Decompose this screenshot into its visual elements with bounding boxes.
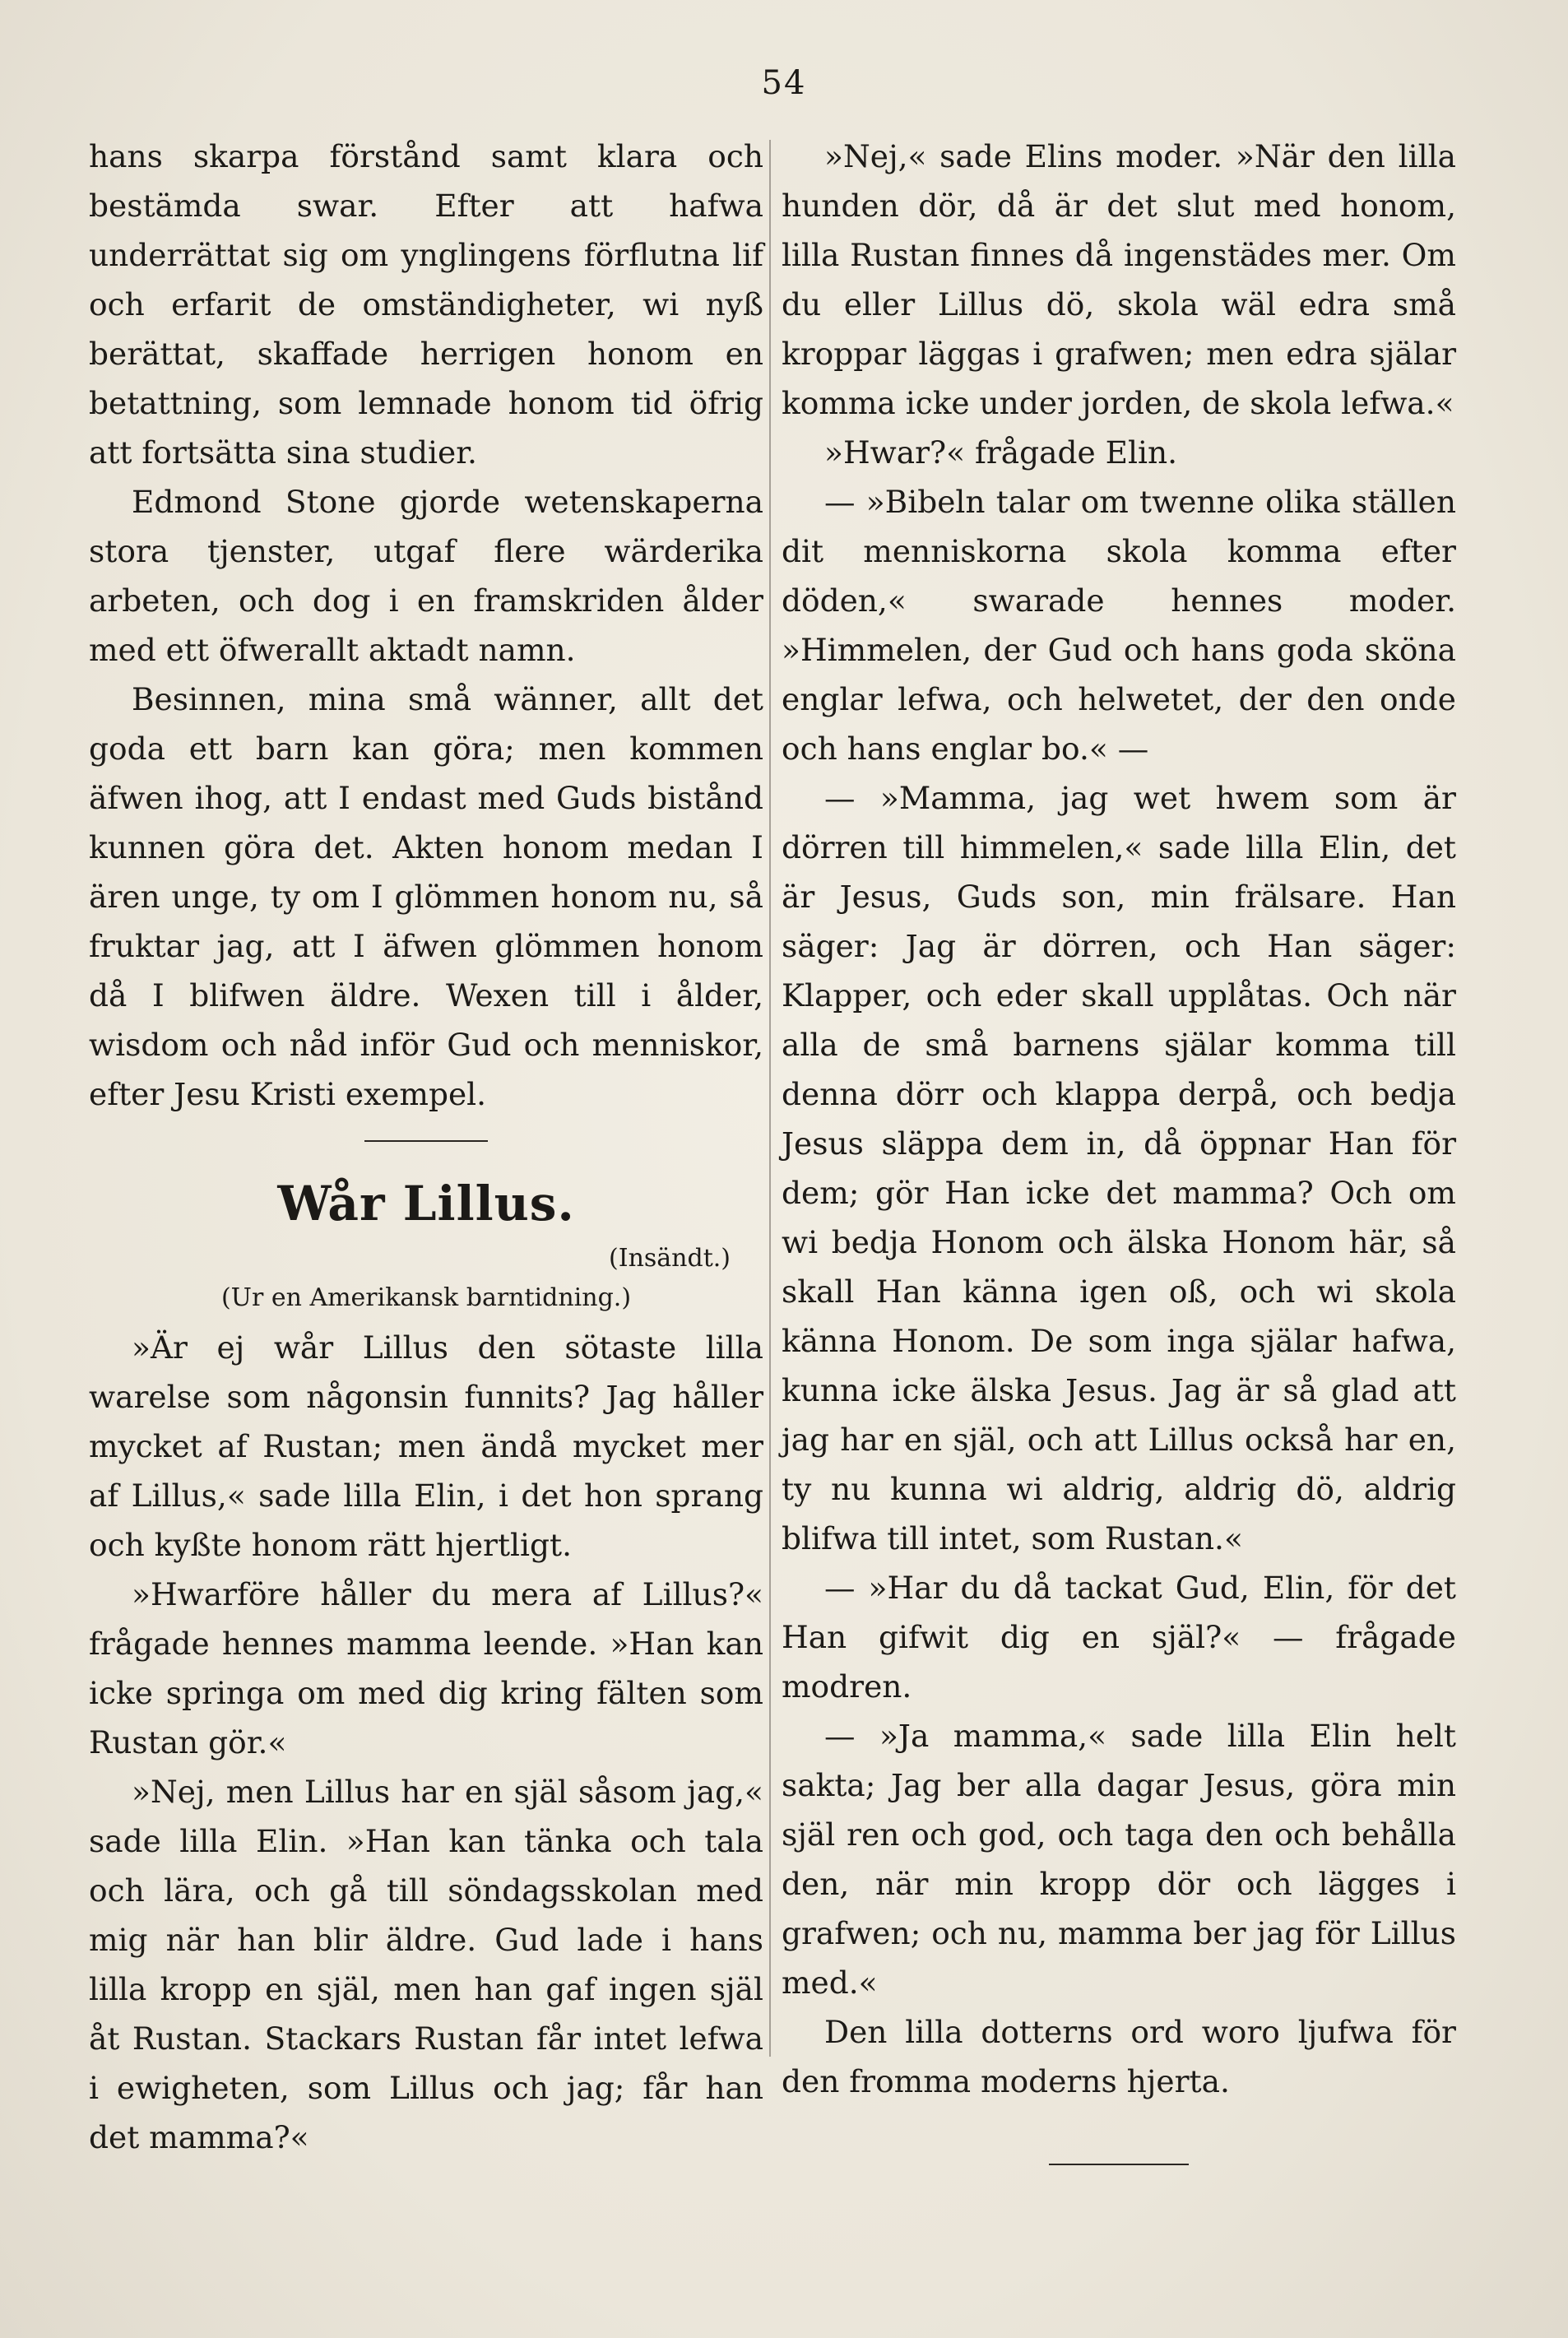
paragraph-elin-3: »Nej, men Lillus har en själ såsom jag,« sade lilla Elin. »Han kan tänka och tala och lära, och gå till söndagsskolan med mig när han blir äldre. Gud lade i hans lilla kropp en själ, men han gaf ingen själ åt Rustan. Stackars Rustan får intet lefwa i ewigheten, som Lillus och jag; får han det mamma?« <box>89 1774 763 2155</box>
left-column <box>89 132 763 2162</box>
paragraph-elin-1: »Är ej wår Lillus den sötaste lilla warelse som någonsin funnits? Jag håller mycket af Rustan; men ändå mycket mer af Lillus,« sade lilla Elin, i det hon sprang och kyßte honom rätt hjertligt. <box>89 1329 763 1563</box>
paragraph-mother-2: — »Bibeln talar om twenne olika ställen dit menniskorna skola komma efter döden,« swarade hennes moder. »Himmelen, der Gud och hans goda sköna englar lefwa, och helwetet, der den onde och hans englar bo.« — <box>782 484 1456 767</box>
paragraph-mother-3: — »Har du då tackat Gud, Elin, för det Han gifwit dig en själ?« — frågade modren. <box>782 1570 1456 1705</box>
paragraph-stone-ending: hans skarpa förstånd samt klara och bestämda swar. Efter att hafwa underrättat sig om ynglingens förflutna lif och erfarit de omständigheter, wi nyß berättat, skaffade herrigen honom en betattning, som lemnade honom tid öfrig att fortsätta sina studier. <box>89 138 763 471</box>
submitted-note: (Insändt.) <box>609 1244 731 1273</box>
paragraph-moral: Besinnen, mina små wänner, allt det goda ett barn kan göra; men kommen äfwen ihog, att I endast med Guds bistånd kunnen göra det. Akten honom medan I ären unge, ty om I glömmen honom nu, så fruktar jag, att I äfwen glömmen honom då I blifwen äldre. Wexen till i ålder, wisdom och nåd inför Gud och menniskor, efter Jesu Kristi exempel. <box>89 681 763 1112</box>
source-note: (Ur en Amerikansk barntidning.) <box>220 1283 632 1312</box>
story-title: Wår Lillus. <box>277 1176 575 1232</box>
paragraph-elin-question: »Hwar?« frågade Elin. <box>824 434 1178 471</box>
paragraph-elin-prayer: — »Ja mamma,« sade lilla Elin helt sakta; Jag ber alla dagar Jesus, göra min själ ren och god, och taga den och behålla den, när min kropp dör och lägges i grafwen; och nu, mamma ber jag för Lillus med.« <box>782 1718 1456 2001</box>
paragraph-elin-2: »Hwarföre håller du mera af Lillus?« frågade hennes mamma leende. »Han kan icke springa om med dig kring fälten som Rustan gör.« <box>89 1576 763 1760</box>
paragraph-elin-door: — »Mamma, jag wet hwem som är dörren till himmelen,« sade lilla Elin, det är Jesus, Guds son, min frälsare. Han säger: Jag är dörren, och Han säger: Klapper, och eder skall upplåtas. Och när alla de små barnens själar komma till denna dörr och klappa derpå, och bedja Jesus släppa dem in, då öppnar Han för dem; gör Han icke det mamma? Och om wi bedja Honom och älska Honom här, så skall Han känna igen oß, och wi skola känna Honom. De som inga själar hafwa, kunna icke älska Jesus. Jag är så glad att jag har en själ, och att Lillus också har en, ty nu kunna wi aldrig, aldrig dö, aldrig blifwa till intet, som Rustan.« <box>782 780 1456 1556</box>
section-separator <box>364 1140 488 1142</box>
right-column <box>782 132 1456 2193</box>
end-separator <box>1049 2164 1189 2165</box>
paragraph-stone-career: Edmond Stone gjorde wetenskaperna stora tjenster, utgaf flere wärderika arbeten, och dog i en framskriden ålder med ett öfwerallt aktadt namn. <box>89 484 763 668</box>
page-number: 54 <box>761 64 807 102</box>
paragraph-closing: Den lilla dotterns ord woro ljufwa för den fromma moderns hjerta. <box>782 2014 1456 2099</box>
column-divider <box>769 140 771 2057</box>
paragraph-mother-1: »Nej,« sade Elins moder. »När den lilla hunden dör, då är det slut med honom, lilla Rustan finnes då ingenstädes mer. Om du eller Lillus dö, skola wäl edra små kroppar läggas i grafwen; men edra själar komma icke under jorden, de skola lefwa.« <box>782 138 1456 421</box>
